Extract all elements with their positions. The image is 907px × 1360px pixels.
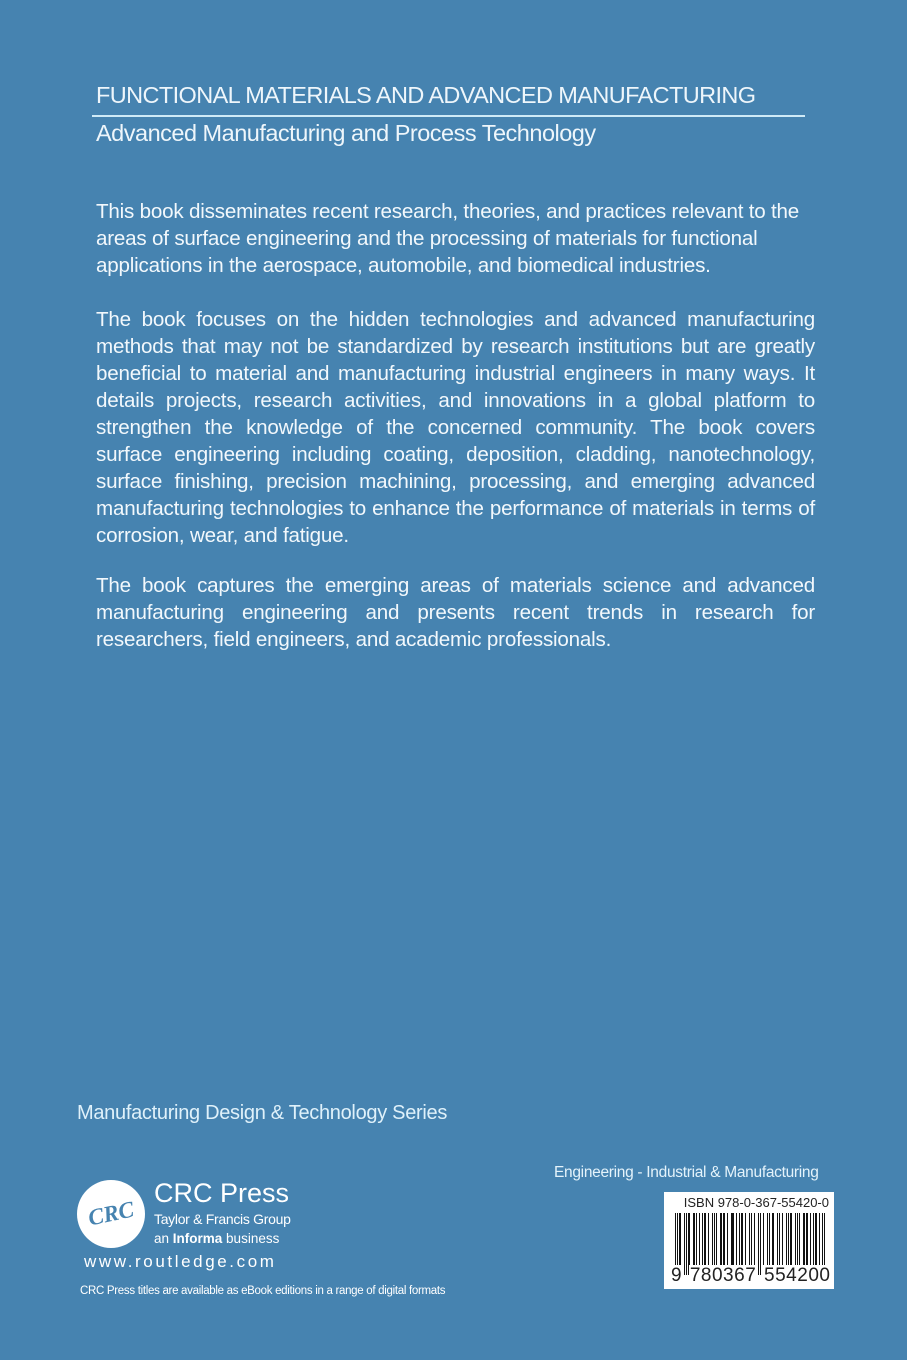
book-series-name: Manufacturing Design & Technology Series [77,1102,448,1124]
ebook-note: CRC Press titles are available as eBook editions in a range of digital formats [80,1285,446,1297]
description-paragraph-1: This book disseminates recent research, theories, and practices relevant to the areas of surface engineering and the processing of materials for functional applications in the aerospace, automobile, and biomedical industries. [96,200,800,277]
informa-suffix: business [222,1231,280,1246]
publisher-website: www.routledge.com [84,1252,277,1271]
informa-bold: Informa [172,1231,223,1246]
isbn-label: ISBN 978-0-367-55420-0 [683,1195,829,1210]
barcode-digits [670,1265,831,1287]
series-title: FUNCTIONAL MATERIALS AND ADVANCED MANUFACTURING [96,82,756,108]
description-paragraph-2: The book focuses on the hidden technologies and advanced manufacturing methods that may not be standardized by research institutions but are greatly beneficial to material and manufacturing industrial engineers in many ways. It details projects, research activities, and innovations in a global platform to strengthen the knowledge of the concerned community. The book covers surface engineering including coating, deposition, cladding, nanotechnology, surface finishing, precision machining, processing, and emerging advanced manufacturing technologies to enhance the performance of materials in terms of corrosion, wear, and fatigue. [96,308,815,547]
barcode-digit-group1: 780367 [689,1265,757,1286]
description-paragraph-3: The book captures the emerging areas of materials science and advanced manufacturing engineering and presents recent trends in research for researchers, field engineers, and academic professionals. [96,574,815,651]
publisher-name: CRC Press [154,1178,290,1208]
informa-tagline [154,1231,279,1246]
subject-category: Engineering - Industrial & Manufacturing [554,1164,819,1181]
publisher-group: Taylor & Francis Group [154,1211,291,1227]
crc-logo-icon [77,1180,145,1248]
title-divider [92,115,805,117]
barcode [664,1192,834,1289]
crc-logo-text: CRC [85,1196,137,1231]
barcode-digit-group2: 554200 [764,1265,831,1286]
informa-prefix: an [154,1231,173,1246]
barcode-digit-lead: 9 [671,1265,683,1286]
subtitle: Advanced Manufacturing and Process Technology [96,120,596,146]
